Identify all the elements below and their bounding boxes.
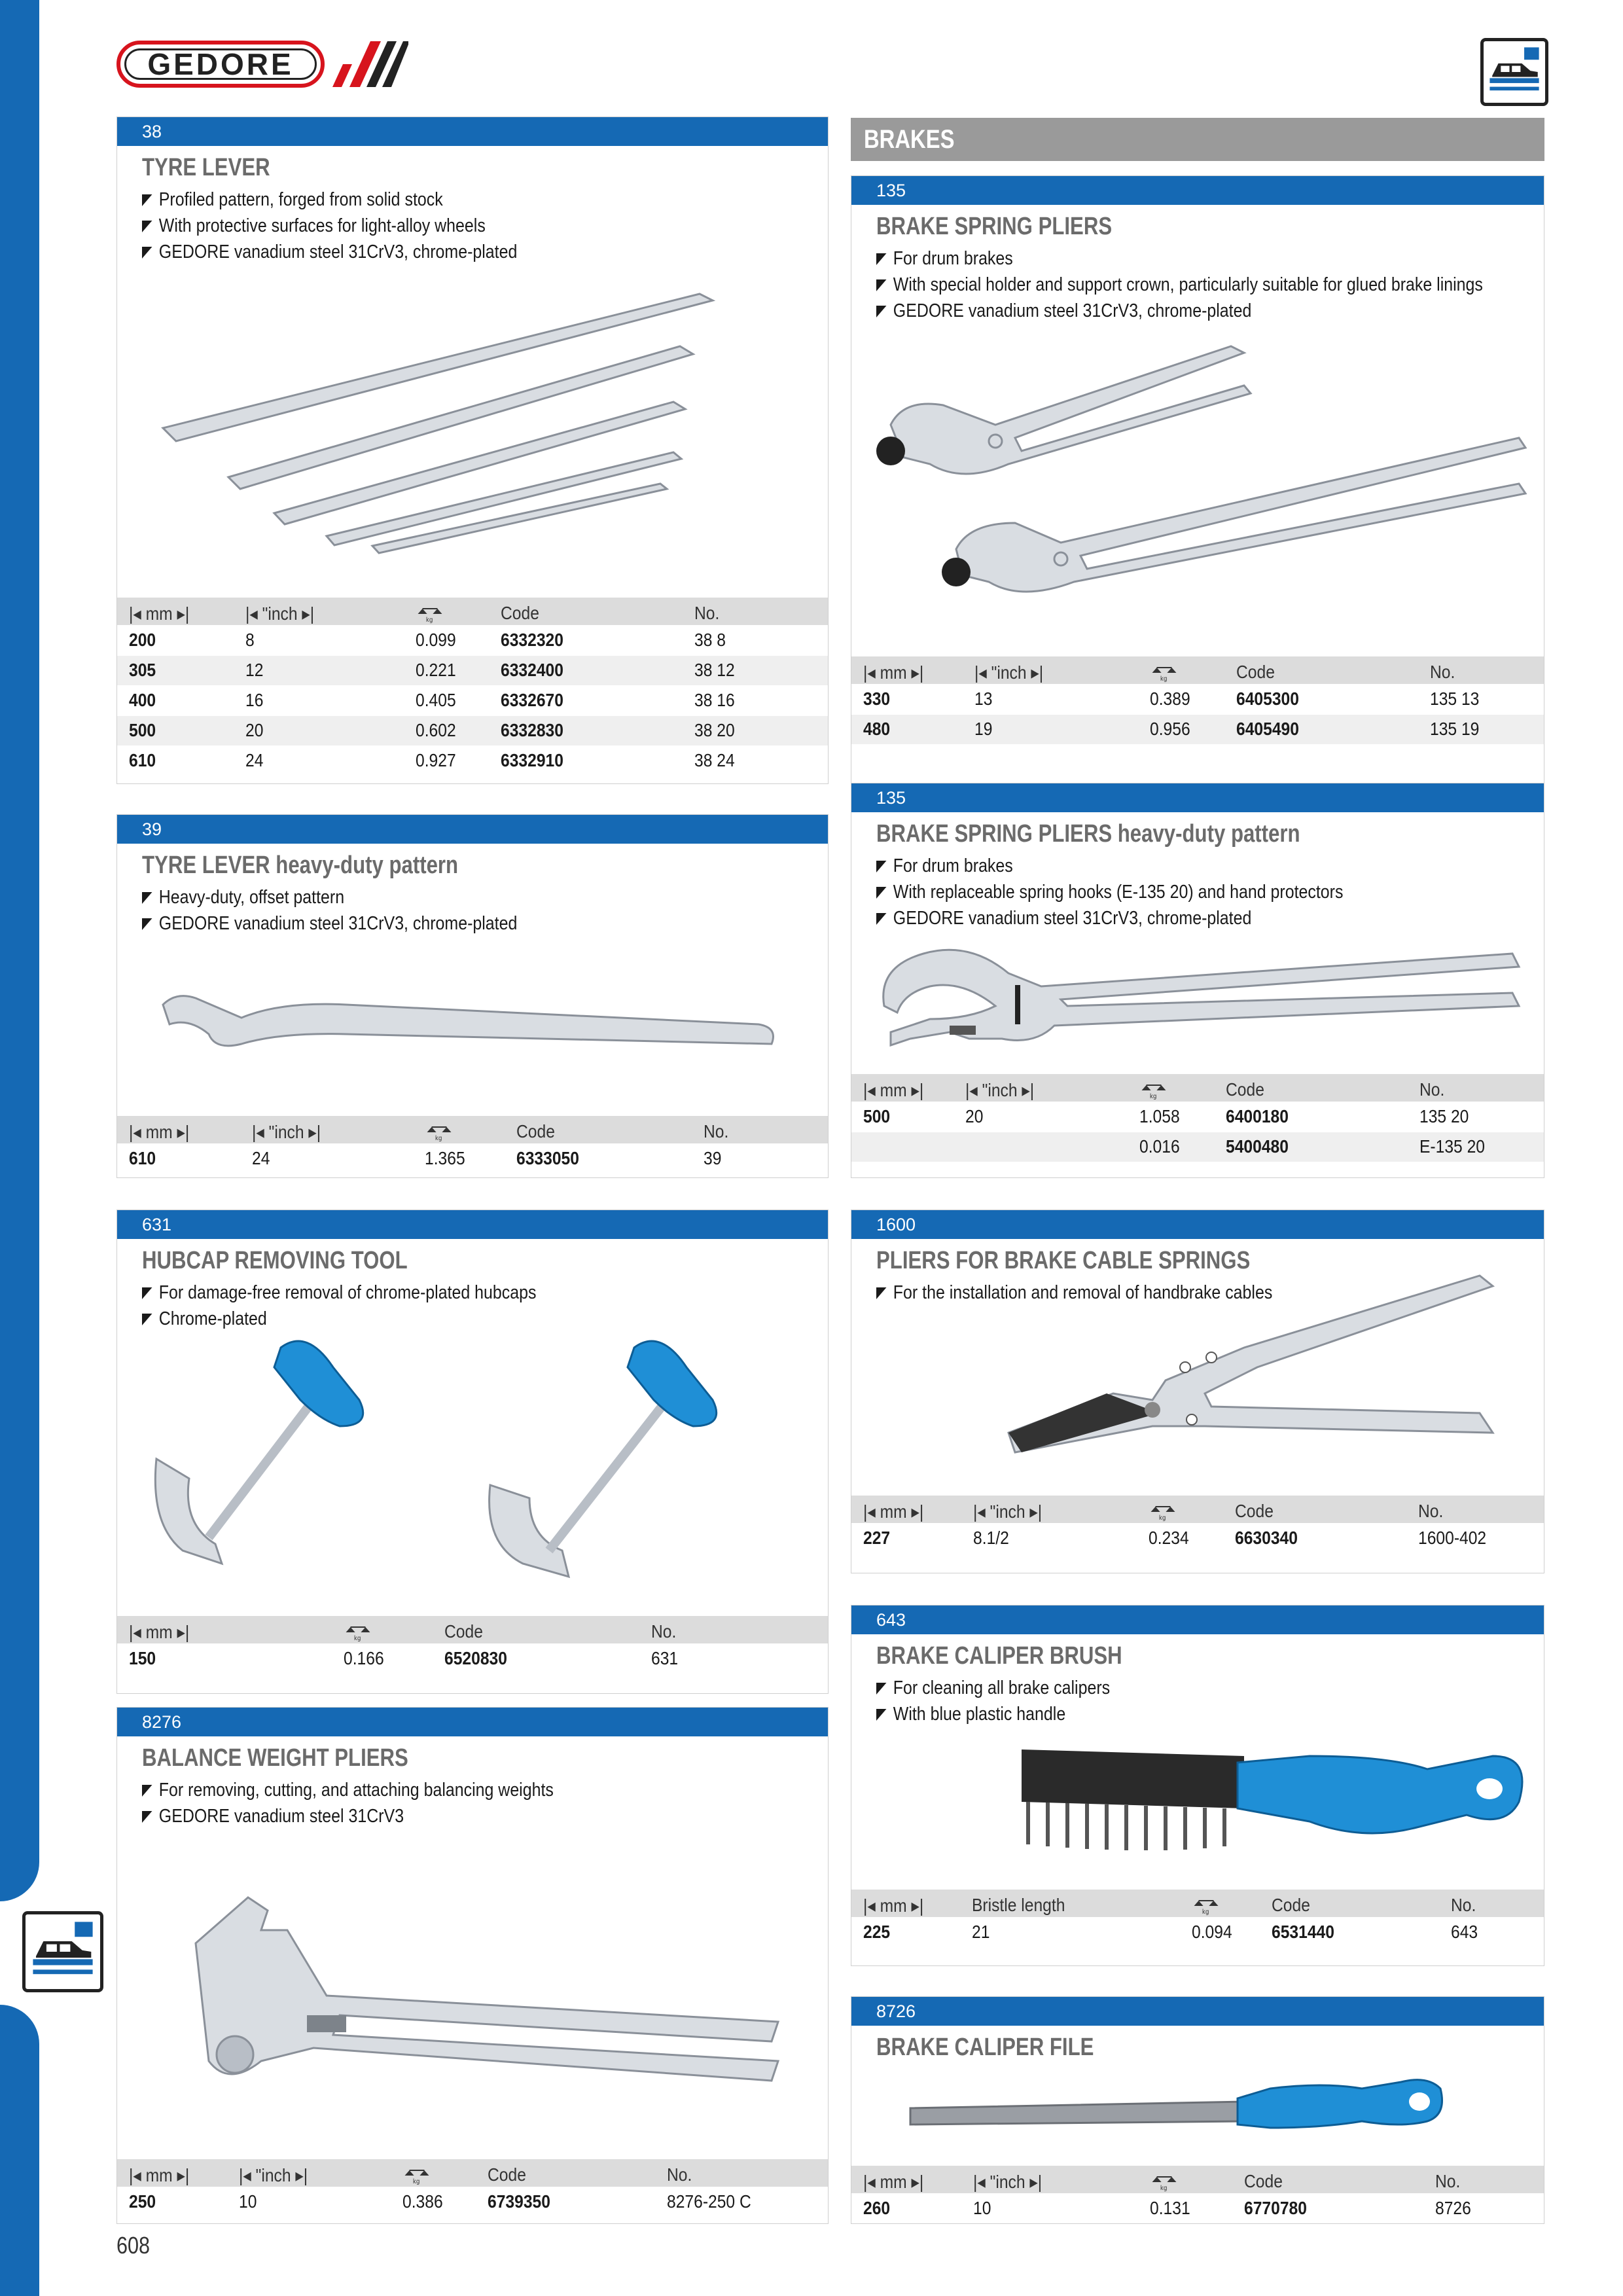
feature-list xyxy=(142,1777,620,1829)
length-inch-icon: |◂ "inch ▸| xyxy=(245,603,315,624)
product-1600 xyxy=(851,1210,1544,1573)
spec-table xyxy=(851,2166,1544,2223)
svg-text:kg: kg xyxy=(1160,2184,1168,2191)
header-no: No. xyxy=(704,1121,729,1141)
product-38 xyxy=(116,117,829,784)
weight-scale-icon xyxy=(1150,662,1179,683)
table-row: 250 10 0.386 6739350 8276-250 C xyxy=(117,2187,828,2217)
length-inch-icon: |◂ "inch ▸| xyxy=(973,1501,1043,1522)
weight-scale-icon xyxy=(416,603,444,624)
feature-item: GEDORE vanadium steel 31CrV3, chrome-plated xyxy=(142,910,517,937)
weight-scale-icon xyxy=(425,1121,454,1142)
weight-scale-icon xyxy=(344,1621,372,1642)
car-service-icon xyxy=(1480,38,1548,106)
feature-item: With blue plastic handle xyxy=(876,1701,1110,1727)
feature-item: Chrome-plated xyxy=(142,1306,536,1332)
product-number: 38 xyxy=(117,117,828,146)
feature-list xyxy=(876,1675,1148,1727)
product-title: BRAKE SPRING PLIERS xyxy=(876,213,1113,240)
feature-item: For drum brakes xyxy=(876,853,1343,879)
length-mm-icon: |◂ mm ▸| xyxy=(863,662,924,683)
spec-table xyxy=(851,1890,1544,1947)
svg-text:kg: kg xyxy=(412,2178,420,2185)
product-8726 xyxy=(851,1996,1544,2224)
weight-scale-icon xyxy=(1192,1895,1221,1916)
feature-list xyxy=(142,884,579,937)
feature-item: With replaceable spring hooks (E-135 20) and hand protectors xyxy=(876,879,1343,905)
product-631 xyxy=(116,1210,829,1694)
feature-item: GEDORE vanadium steel 31CrV3 xyxy=(142,1803,554,1829)
svg-text:kg: kg xyxy=(1160,675,1168,682)
spec-table xyxy=(851,1496,1544,1553)
header-code: Code xyxy=(1235,1501,1274,1521)
header-code: Code xyxy=(1272,1895,1310,1915)
length-mm-icon: |◂ mm ▸| xyxy=(863,1080,924,1100)
feature-item: Profiled pattern, forged from solid stock xyxy=(142,187,517,213)
car-service-side-icon xyxy=(22,1911,103,1992)
weight-scale-icon xyxy=(1149,1501,1177,1522)
header-code: Code xyxy=(1226,1079,1264,1100)
feature-item: For damage-free removal of chrome-plated hubcaps xyxy=(142,1280,536,1306)
feature-item: For the installation and removal of handbrake cables xyxy=(876,1280,1272,1306)
product-8276 xyxy=(116,1707,829,2224)
length-mm-icon: |◂ mm ▸| xyxy=(863,1895,924,1916)
heavy-duty-tyre-lever-image xyxy=(150,978,804,1070)
svg-text:kg: kg xyxy=(353,1634,361,1641)
spec-header xyxy=(851,1890,1544,1917)
spec-table xyxy=(117,1116,828,1174)
feature-item: With special holder and support crown, particularly suitable for glued brake linings xyxy=(876,272,1483,298)
length-mm-icon: |◂ mm ▸| xyxy=(129,603,190,624)
table-row: 330 13 0.389 6405300 135 13 xyxy=(851,684,1544,714)
product-number: 1600 xyxy=(851,1210,1544,1239)
header-code: Code xyxy=(488,2164,526,2185)
tyre-lever-set-image xyxy=(156,281,811,556)
brake-spring-pliers-image xyxy=(865,333,1532,608)
table-row: 150 0.166 6520830 631 xyxy=(117,1643,828,1674)
length-inch-icon: |◂ "inch ▸| xyxy=(965,1080,1035,1100)
table-row: 480 19 0.956 6405490 135 19 xyxy=(851,714,1544,744)
spec-header xyxy=(851,656,1544,684)
product-135-heavy-duty xyxy=(851,783,1544,1178)
table-row: 0.016 5400480 E-135 20 xyxy=(851,1132,1544,1162)
product-number: 8726 xyxy=(851,1997,1544,2026)
header-bristle-length: Bristle length xyxy=(972,1895,1065,1915)
table-row: 610 24 1.365 6333050 39 xyxy=(117,1143,828,1174)
spec-header xyxy=(117,598,828,625)
header-code: Code xyxy=(501,603,539,623)
header-no: No. xyxy=(1435,2171,1461,2191)
header-code: Code xyxy=(1244,2171,1283,2191)
feature-list xyxy=(876,853,1419,931)
header-code: Code xyxy=(444,1621,483,1641)
product-number: 8276 xyxy=(117,1708,828,1736)
header-code: Code xyxy=(1236,662,1275,682)
side-stripe-lower xyxy=(0,2005,39,2296)
table-row: 500 20 0.602 6332830 38 20 xyxy=(117,715,828,745)
spec-table xyxy=(117,2159,828,2217)
weight-scale-icon xyxy=(1150,2171,1179,2192)
feature-item: GEDORE vanadium steel 31CrV3, chrome-plated xyxy=(142,239,517,265)
table-row: 260 10 0.131 6770780 8726 xyxy=(851,2193,1544,2223)
product-643 xyxy=(851,1605,1544,1966)
header-no: No. xyxy=(1419,1079,1445,1100)
svg-text:kg: kg xyxy=(1202,1908,1209,1915)
product-number: 631 xyxy=(117,1210,828,1239)
product-title: BALANCE WEIGHT PLIERS xyxy=(142,1744,408,1772)
table-row: 610 24 0.927 6332910 38 24 xyxy=(117,745,828,776)
table-row: 225 21 0.094 6531440 643 xyxy=(851,1917,1544,1947)
feature-item: For removing, cutting, and attaching balancing weights xyxy=(142,1777,554,1803)
spec-header xyxy=(851,1074,1544,1102)
length-mm-icon: |◂ mm ▸| xyxy=(863,2172,924,2192)
length-mm-icon: |◂ mm ▸| xyxy=(129,2165,190,2185)
spec-header xyxy=(851,1496,1544,1523)
table-row: 200 8 0.099 6332320 38 8 xyxy=(117,625,828,655)
header-code: Code xyxy=(516,1121,555,1141)
svg-text:kg: kg xyxy=(1158,1514,1166,1521)
length-inch-icon: |◂ "inch ▸| xyxy=(973,2172,1043,2192)
side-stripe xyxy=(0,0,39,1901)
feature-item: GEDORE vanadium steel 31CrV3, chrome-plated xyxy=(876,905,1343,931)
header-no: No. xyxy=(694,603,720,623)
feature-item: For drum brakes xyxy=(876,245,1483,272)
weight-scale-icon xyxy=(1139,1079,1168,1100)
feature-list xyxy=(142,1280,601,1332)
product-135 xyxy=(851,175,1544,843)
product-title: BRAKE CALIPER FILE xyxy=(876,2034,1094,2061)
length-mm-icon: |◂ mm ▸| xyxy=(129,1122,190,1142)
feature-item: With protective surfaces for light-alloy wheels xyxy=(142,213,517,239)
length-inch-icon: |◂ "inch ▸| xyxy=(239,2165,308,2185)
product-number: 39 xyxy=(117,815,828,844)
spec-table xyxy=(117,598,828,776)
feature-item: Heavy-duty, offset pattern xyxy=(142,884,517,910)
length-mm-icon: |◂ mm ▸| xyxy=(129,1622,190,1642)
gedore-logo xyxy=(116,38,411,90)
feature-item: For cleaning all brake calipers xyxy=(876,1675,1110,1701)
product-number: 135 xyxy=(851,176,1544,205)
spec-header xyxy=(117,1116,828,1143)
product-title: BRAKE SPRING PLIERS heavy-duty pattern xyxy=(876,820,1300,848)
header-no: No. xyxy=(1418,1501,1444,1521)
spec-header xyxy=(117,2159,828,2187)
svg-text:kg: kg xyxy=(1149,1092,1157,1100)
svg-text:kg: kg xyxy=(425,616,433,623)
table-row: 305 12 0.221 6332400 38 12 xyxy=(117,655,828,685)
length-inch-icon: |◂ "inch ▸| xyxy=(252,1122,321,1142)
header-no: No. xyxy=(667,2164,692,2185)
brake-caliper-file-image xyxy=(904,2062,1519,2141)
spec-header xyxy=(851,2166,1544,2193)
product-title: TYRE LEVER xyxy=(142,154,270,181)
product-number: 135 xyxy=(851,783,1544,812)
heavy-duty-brake-spring-pliers-image xyxy=(871,941,1532,1065)
spec-table xyxy=(851,1074,1544,1162)
header-no: No. xyxy=(1430,662,1455,682)
length-inch-icon: |◂ "inch ▸| xyxy=(974,662,1044,683)
product-title: HUBCAP REMOVING TOOL xyxy=(142,1247,408,1274)
length-mm-icon: |◂ mm ▸| xyxy=(863,1501,924,1522)
spec-header xyxy=(117,1616,828,1643)
brake-caliper-brush-image xyxy=(995,1730,1532,1861)
hubcap-tool-image xyxy=(143,1328,798,1616)
feature-item: GEDORE vanadium steel 31CrV3, chrome-plated xyxy=(876,298,1483,324)
table-row: 227 8.1/2 0.234 6630340 1600-402 xyxy=(851,1523,1544,1553)
product-title: BRAKE CALIPER BRUSH xyxy=(876,1642,1122,1670)
spec-table xyxy=(117,1616,828,1674)
spec-table xyxy=(851,656,1544,744)
logo-slashes-icon xyxy=(330,38,408,90)
svg-text:kg: kg xyxy=(435,1134,442,1141)
feature-list xyxy=(876,245,1582,324)
product-title: PLIERS FOR BRAKE CABLE SPRINGS xyxy=(876,1247,1251,1274)
section-header-brakes: BRAKES xyxy=(851,118,1544,161)
balance-weight-pliers-image xyxy=(156,1891,811,2140)
page-number: 608 xyxy=(116,2232,151,2259)
weight-scale-icon xyxy=(402,2164,431,2185)
table-row: 500 20 1.058 6400180 135 20 xyxy=(851,1102,1544,1132)
product-title: TYRE LEVER heavy-duty pattern xyxy=(142,852,459,879)
product-number: 643 xyxy=(851,1605,1544,1634)
brake-cable-spring-pliers-image xyxy=(995,1263,1532,1485)
feature-list xyxy=(142,187,579,265)
header-no: No. xyxy=(1451,1895,1476,1915)
logo-text: GEDORE xyxy=(147,47,294,81)
product-39 xyxy=(116,814,829,1178)
table-row: 400 16 0.405 6332670 38 16 xyxy=(117,685,828,715)
header-no: No. xyxy=(651,1621,677,1641)
